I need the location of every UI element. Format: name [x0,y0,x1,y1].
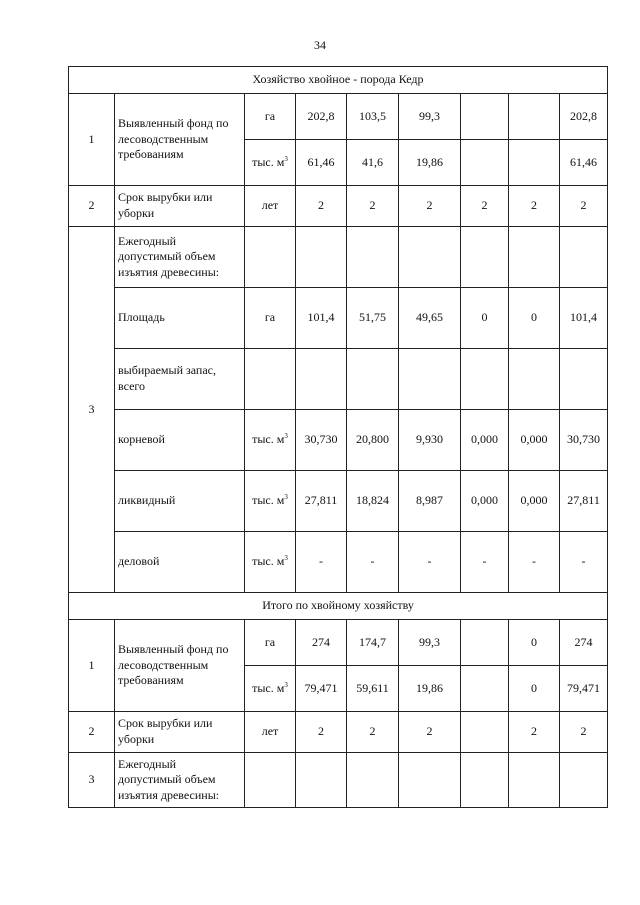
unit-cell [245,140,296,186]
unit-text: га [264,310,276,325]
value-cell: 19,86 [399,666,461,712]
value-cell: 2 [509,186,560,227]
value-cell: 274 [296,620,347,666]
unit-superscript: 3 [284,680,288,689]
row-number: 3 [69,227,115,593]
value-cell: 0,000 [461,410,509,471]
value-cell: 41,6 [347,140,399,186]
value-cell: 18,824 [347,471,399,532]
row-label: Ежегодный допустимый объем изъятия древесины: [115,753,245,808]
row-number: 1 [69,620,115,712]
value-cell [399,227,461,288]
value-cell: 2 [399,186,461,227]
value-cell: 27,811 [296,471,347,532]
table-row [69,753,608,808]
value-cell: 0,000 [509,410,560,471]
value-cell: 2 [296,712,347,753]
value-cell: - [347,532,399,593]
unit-cell [245,620,296,666]
value-cell [461,140,509,186]
unit-cell [245,227,296,288]
unit-text: га [264,634,276,649]
row-number: 3 [69,753,115,808]
value-cell: 30,730 [560,410,608,471]
row-label: Ежегодный допустимый объем изъятия древесины: [115,227,245,288]
value-cell: - [399,532,461,593]
row-label: Выявленный фонд по лесоводственным требованиям [115,94,245,186]
table-row [69,186,608,227]
value-cell [560,227,608,288]
value-cell: 0 [509,620,560,666]
table-row [69,67,608,94]
value-cell [509,349,560,410]
value-cell: 2 [560,712,608,753]
value-cell: 79,471 [296,666,347,712]
value-cell: 0 [509,666,560,712]
unit-text: тыс. м [252,154,285,169]
table-row [69,94,608,140]
value-cell [296,227,347,288]
value-cell [399,753,461,808]
table-row [69,227,608,288]
value-cell: 8,987 [399,471,461,532]
value-cell [461,227,509,288]
unit-superscript: 3 [284,493,288,502]
value-cell: 49,65 [399,288,461,349]
value-cell: 61,46 [296,140,347,186]
value-cell [560,753,608,808]
value-cell: 30,730 [296,410,347,471]
value-cell: - [461,532,509,593]
unit-cell [245,532,296,593]
value-cell: 27,811 [560,471,608,532]
unit-cell [245,410,296,471]
value-cell [509,753,560,808]
value-cell: 2 [399,712,461,753]
unit-text: тыс. м [252,493,285,508]
value-cell [509,140,560,186]
unit-text: лет [261,724,279,739]
unit-cell [245,349,296,410]
value-cell [296,349,347,410]
row-label: корневой [115,410,245,471]
row-label: Срок вырубки или уборки [115,186,245,227]
value-cell: 0 [509,288,560,349]
page-number: 34 [314,38,326,52]
table-row [69,349,608,410]
value-cell: 2 [509,712,560,753]
value-cell: 19,86 [399,140,461,186]
row-label: ликвидный [115,471,245,532]
value-cell: 2 [347,712,399,753]
row-number: 1 [69,94,115,186]
value-cell [461,620,509,666]
value-cell: - [509,532,560,593]
value-cell: 202,8 [560,94,608,140]
value-cell: 202,8 [296,94,347,140]
table-row [69,288,608,349]
unit-cell [245,186,296,227]
value-cell [509,227,560,288]
unit-superscript: 3 [284,154,288,163]
value-cell: 101,4 [560,288,608,349]
table-row [69,620,608,666]
unit-superscript: 3 [284,554,288,563]
row-label: Площадь [115,288,245,349]
value-cell: 0,000 [461,471,509,532]
value-cell [560,349,608,410]
value-cell: 2 [461,186,509,227]
value-cell: - [560,532,608,593]
unit-text: тыс. м [252,554,285,569]
value-cell: 51,75 [347,288,399,349]
section-title: Хозяйство хвойное - порода Кедр [69,67,608,94]
value-cell: 2 [560,186,608,227]
unit-text: тыс. м [252,432,285,447]
value-cell: 99,3 [399,94,461,140]
value-cell: 79,471 [560,666,608,712]
value-cell: 174,7 [347,620,399,666]
value-cell: 2 [296,186,347,227]
value-cell [296,753,347,808]
row-label: Срок вырубки или уборки [115,712,245,753]
forest-fund-table [68,66,608,808]
value-cell: 0 [461,288,509,349]
unit-cell [245,471,296,532]
value-cell: 2 [347,186,399,227]
value-cell: 0,000 [509,471,560,532]
value-cell [461,349,509,410]
value-cell [347,349,399,410]
value-cell: 274 [560,620,608,666]
value-cell [461,666,509,712]
unit-text: га [264,108,276,123]
table-row [69,471,608,532]
table-row [69,532,608,593]
table-row [69,593,608,620]
unit-cell [245,753,296,808]
row-label: выбираемый запас, всего [115,349,245,410]
table-row [69,712,608,753]
section-title: Итого по хвойному хозяйству [69,593,608,620]
value-cell: 99,3 [399,620,461,666]
value-cell: 9,930 [399,410,461,471]
row-number: 2 [69,712,115,753]
value-cell: 61,46 [560,140,608,186]
value-cell: 103,5 [347,94,399,140]
value-cell: 59,611 [347,666,399,712]
unit-cell [245,94,296,140]
value-cell: - [296,532,347,593]
table-row [69,410,608,471]
value-cell [347,227,399,288]
value-cell [399,349,461,410]
value-cell: 101,4 [296,288,347,349]
unit-text: тыс. м [252,680,285,695]
unit-cell [245,666,296,712]
value-cell [461,712,509,753]
unit-text: лет [261,198,279,213]
row-label: Выявленный фонд по лесоводственным требованиям [115,620,245,712]
value-cell: 20,800 [347,410,399,471]
unit-cell [245,712,296,753]
value-cell [461,753,509,808]
value-cell [461,94,509,140]
unit-superscript: 3 [284,432,288,441]
row-number: 2 [69,186,115,227]
row-label: деловой [115,532,245,593]
value-cell [347,753,399,808]
unit-cell [245,288,296,349]
value-cell [509,94,560,140]
